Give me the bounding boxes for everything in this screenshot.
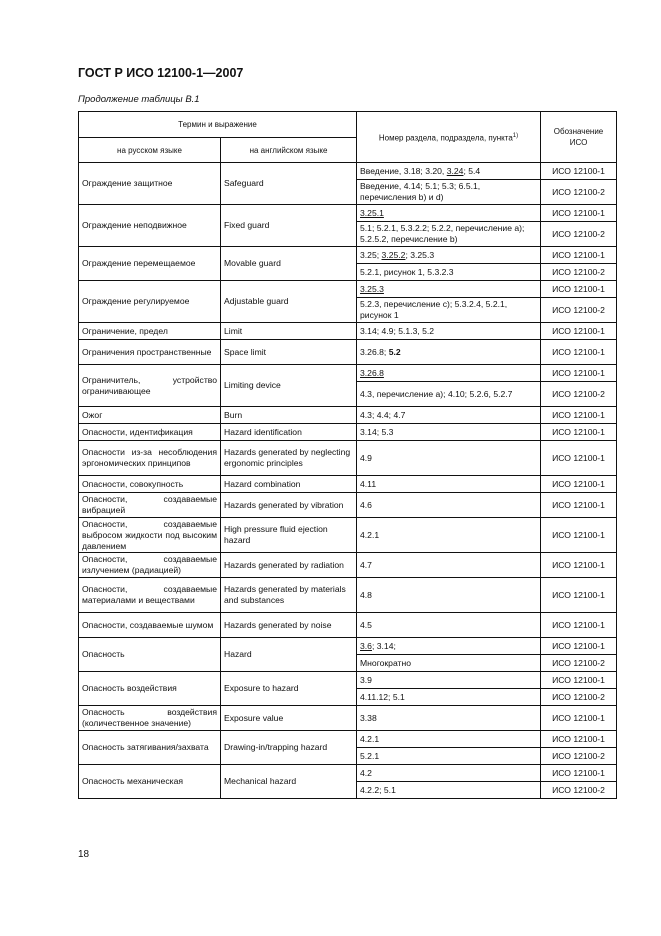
section-ref xyxy=(357,264,541,281)
term-ru: Ограждение перемещаемое xyxy=(79,247,221,281)
section-ref-part: 3.6 xyxy=(360,640,372,651)
section-ref-part: 4.9 xyxy=(360,452,372,463)
term-en: Exposure value xyxy=(221,706,357,731)
iso-designation: ИСО 12100-1 xyxy=(541,476,617,493)
section-ref xyxy=(357,638,541,655)
table-caption: Продолжение таблицы В.1 xyxy=(78,94,200,105)
term-ru: Опасности, совокупность xyxy=(79,476,221,493)
section-ref-part: 4.8 xyxy=(360,589,372,600)
section-ref-part: 5.2.1, рисунок 1, 5.3.2.3 xyxy=(360,266,454,277)
term-en: Hazards generated by materials and substances xyxy=(221,578,357,613)
section-ref-part: 4.7 xyxy=(360,559,372,570)
section-ref-part: ; 3.14; xyxy=(371,640,396,651)
section-ref-part: Многократно xyxy=(360,657,412,668)
table-row xyxy=(79,765,617,782)
iso-designation: ИСО 12100-1 xyxy=(541,281,617,298)
iso-designation: ИСО 12100-2 xyxy=(541,180,617,205)
section-ref xyxy=(357,706,541,731)
table-row xyxy=(79,578,617,613)
table-row xyxy=(79,706,617,731)
table-row xyxy=(79,247,617,264)
term-ru: Ограждение защитное xyxy=(79,163,221,205)
col-section-header: Номер раздела, подраздела, пункта$^{1)}$ xyxy=(357,112,541,163)
term-en: Space limit xyxy=(221,340,357,365)
term-ru: Ограждение неподвижное xyxy=(79,205,221,247)
iso-designation: ИСО 12100-2 xyxy=(541,655,617,672)
section-ref-part: 5.1; 5.2.1, 5.3.2.2; 5.2.2, перечисление а); 5.2.5.2, перечисление b) xyxy=(360,223,525,244)
term-en: Limiting device xyxy=(221,365,357,407)
term-en: Hazards generated by noise xyxy=(221,613,357,638)
section-ref-part: 4.11 xyxy=(360,478,377,489)
term-ru: Ограждение регулируемое xyxy=(79,281,221,323)
section-ref xyxy=(357,613,541,638)
iso-designation: ИСО 12100-1 xyxy=(541,323,617,340)
section-ref xyxy=(357,441,541,476)
iso-designation: ИСО 12100-1 xyxy=(541,424,617,441)
section-ref xyxy=(357,180,541,205)
col-iso-header: Обозначение ИСО xyxy=(541,112,617,163)
term-en: Burn xyxy=(221,407,357,424)
table-row xyxy=(79,340,617,365)
col-terms-header: Термин и выражение xyxy=(79,112,357,138)
iso-designation: ИСО 12100-1 xyxy=(541,613,617,638)
table-row xyxy=(79,553,617,578)
term-ru: Опасности, создаваемые излучением (радиацией) xyxy=(79,553,221,578)
section-ref xyxy=(357,655,541,672)
term-en: Safeguard xyxy=(221,163,357,205)
section-ref xyxy=(357,222,541,247)
term-en: High pressure fluid ejection hazard xyxy=(221,518,357,553)
table-row xyxy=(79,493,617,518)
iso-designation: ИСО 12100-1 xyxy=(541,672,617,689)
section-ref xyxy=(357,323,541,340)
table-row xyxy=(79,163,617,180)
section-ref xyxy=(357,163,541,180)
section-ref-part: 4.11.12; 5.1 xyxy=(360,691,405,702)
iso-designation: ИСО 12100-1 xyxy=(541,706,617,731)
term-ru: Опасности, создаваемые материалами и веществами xyxy=(79,578,221,613)
iso-designation: ИСО 12100-2 xyxy=(541,382,617,407)
iso-designation: ИСО 12100-1 xyxy=(541,340,617,365)
section-ref-part: 3.25.1 xyxy=(360,207,384,218)
section-ref-part: ; 5.4 xyxy=(463,165,481,176)
iso-designation: ИСО 12100-1 xyxy=(541,638,617,655)
section-ref-part: 3.25; xyxy=(360,249,382,260)
term-en: Hazard combination xyxy=(221,476,357,493)
iso-designation: ИСО 12100-1 xyxy=(541,407,617,424)
term-en: Movable guard xyxy=(221,247,357,281)
iso-designation: ИСО 12100-2 xyxy=(541,222,617,247)
section-ref xyxy=(357,247,541,264)
table-row xyxy=(79,731,617,748)
term-ru: Ограничения пространственные xyxy=(79,340,221,365)
section-ref-part: 4.6 xyxy=(360,499,372,510)
section-ref-part: ; 3.25.3 xyxy=(405,249,435,260)
iso-designation: ИСО 12100-1 xyxy=(541,553,617,578)
term-ru: Опасность воздействия (количественное значение) xyxy=(79,706,221,731)
iso-designation: ИСО 12100-1 xyxy=(541,247,617,264)
iso-designation: ИСО 12100-2 xyxy=(541,782,617,799)
term-en: Fixed guard xyxy=(221,205,357,247)
iso-designation: ИСО 12100-1 xyxy=(541,731,617,748)
terms-table xyxy=(78,111,617,799)
section-ref xyxy=(357,765,541,782)
table-row xyxy=(79,365,617,382)
term-ru: Опасности, создаваемые шумом xyxy=(79,613,221,638)
iso-designation: ИСО 12100-1 xyxy=(541,365,617,382)
section-ref-part: 3.25.2 xyxy=(381,249,406,260)
table-header xyxy=(79,112,617,163)
section-ref-part: 4.2.1 xyxy=(360,529,380,540)
table-row xyxy=(79,281,617,298)
term-en: Adjustable guard xyxy=(221,281,357,323)
section-ref xyxy=(357,553,541,578)
term-en: Hazards generated by neglecting ergonomic principles xyxy=(221,441,357,476)
table-row xyxy=(79,424,617,441)
section-ref xyxy=(357,518,541,553)
section-ref-part: 4.2 xyxy=(360,767,372,778)
term-ru: Опасности, создаваемые выбросом жидкости под высоким давлением xyxy=(79,518,221,553)
term-ru: Опасности, идентификация xyxy=(79,424,221,441)
section-ref xyxy=(357,340,541,365)
section-ref-part: 5.2 xyxy=(388,346,401,357)
section-ref xyxy=(357,493,541,518)
section-ref-part: 3.9 xyxy=(360,674,372,685)
iso-designation: ИСО 12100-2 xyxy=(541,298,617,323)
iso-designation: ИСО 12100-1 xyxy=(541,493,617,518)
section-ref-part: 3.24 xyxy=(446,165,464,176)
section-ref xyxy=(357,298,541,323)
section-ref xyxy=(357,689,541,706)
section-ref xyxy=(357,365,541,382)
footnote-marker: 1) xyxy=(512,132,519,139)
section-ref xyxy=(357,205,541,222)
section-ref xyxy=(357,748,541,765)
table-row xyxy=(79,441,617,476)
section-ref xyxy=(357,281,541,298)
section-ref-part: 4.3; 4.4; 4.7 xyxy=(360,409,406,420)
term-en: Hazards generated by vibration xyxy=(221,493,357,518)
term-ru: Опасности из-за несоблюдения эргономических принципов xyxy=(79,441,221,476)
table-body xyxy=(79,163,617,799)
section-ref-part: 4.2.1 xyxy=(360,733,380,744)
term-ru: Опасность затягивания/захвата xyxy=(79,731,221,765)
section-ref-part: 5.2.3, перечисление с); 5.3.2.4, 5.2.1, рисунок 1 xyxy=(360,299,508,320)
table-row xyxy=(79,407,617,424)
term-ru: Опасность механическая xyxy=(79,765,221,799)
iso-designation: ИСО 12100-2 xyxy=(541,264,617,281)
iso-designation: ИСО 12100-1 xyxy=(541,441,617,476)
section-ref-part: 3.14; 4.9; 5.1.3, 5.2 xyxy=(360,325,435,336)
term-en: Hazard identification xyxy=(221,424,357,441)
table-row xyxy=(79,476,617,493)
iso-designation: ИСО 12100-2 xyxy=(541,748,617,765)
term-ru: Опасность воздействия xyxy=(79,672,221,706)
section-ref-part: 4.5 xyxy=(360,619,372,630)
term-en: Drawing-in/trapping hazard xyxy=(221,731,357,765)
term-ru: Ожог xyxy=(79,407,221,424)
term-en: Limit xyxy=(221,323,357,340)
table-row xyxy=(79,323,617,340)
term-en: Hazards generated by radiation xyxy=(221,553,357,578)
page-number: 18 xyxy=(78,849,90,860)
document-header: ГОСТ Р ИСО 12100-1—2007 xyxy=(78,66,244,80)
col-en-header: на английском языке xyxy=(221,138,357,163)
section-ref-part: 3.38 xyxy=(360,712,377,723)
table-row xyxy=(79,672,617,689)
section-ref xyxy=(357,672,541,689)
section-ref xyxy=(357,382,541,407)
iso-designation: ИСО 12100-2 xyxy=(541,689,617,706)
term-en: Mechanical hazard xyxy=(221,765,357,799)
table-row xyxy=(79,518,617,553)
section-ref-part: 4.2.2; 5.1 xyxy=(360,784,396,795)
section-ref xyxy=(357,578,541,613)
section-ref xyxy=(357,407,541,424)
section-ref-part: Введение, 4.14; 5.1; 5.3; 6.5.1, перечисления b) и d) xyxy=(360,181,481,202)
term-en: Hazard xyxy=(221,638,357,672)
table-row xyxy=(79,205,617,222)
iso-designation: ИСО 12100-1 xyxy=(541,765,617,782)
section-ref-part: Введение, 3.18; 3.20, xyxy=(360,165,447,176)
section-ref-part: 5.2.1 xyxy=(360,750,380,761)
section-ref xyxy=(357,731,541,748)
section-ref-part: 3.26.8 xyxy=(360,367,384,378)
table-row xyxy=(79,613,617,638)
iso-designation: ИСО 12100-1 xyxy=(541,578,617,613)
iso-designation: ИСО 12100-1 xyxy=(541,163,617,180)
term-ru: Опасность xyxy=(79,638,221,672)
table-row xyxy=(79,638,617,655)
term-ru: Ограничение, предел xyxy=(79,323,221,340)
section-ref-part: 3.25.3 xyxy=(360,283,384,294)
section-ref xyxy=(357,424,541,441)
section-ref-part: 4.3, перечисление а); 4.10; 5.2.6, 5.2.7 xyxy=(360,388,513,399)
col-ru-header: на русском языке xyxy=(79,138,221,163)
section-ref-part: 3.14; 5.3 xyxy=(360,426,394,437)
section-ref xyxy=(357,476,541,493)
term-ru: Ограничитель, устройство ограничивающее xyxy=(79,365,221,407)
term-en: Exposure to hazard xyxy=(221,672,357,706)
iso-designation: ИСО 12100-1 xyxy=(541,205,617,222)
iso-designation: ИСО 12100-1 xyxy=(541,518,617,553)
section-ref xyxy=(357,782,541,799)
term-ru: Опасности, создаваемые вибрацией xyxy=(79,493,221,518)
section-ref-part: 3.26.8; xyxy=(360,346,389,357)
